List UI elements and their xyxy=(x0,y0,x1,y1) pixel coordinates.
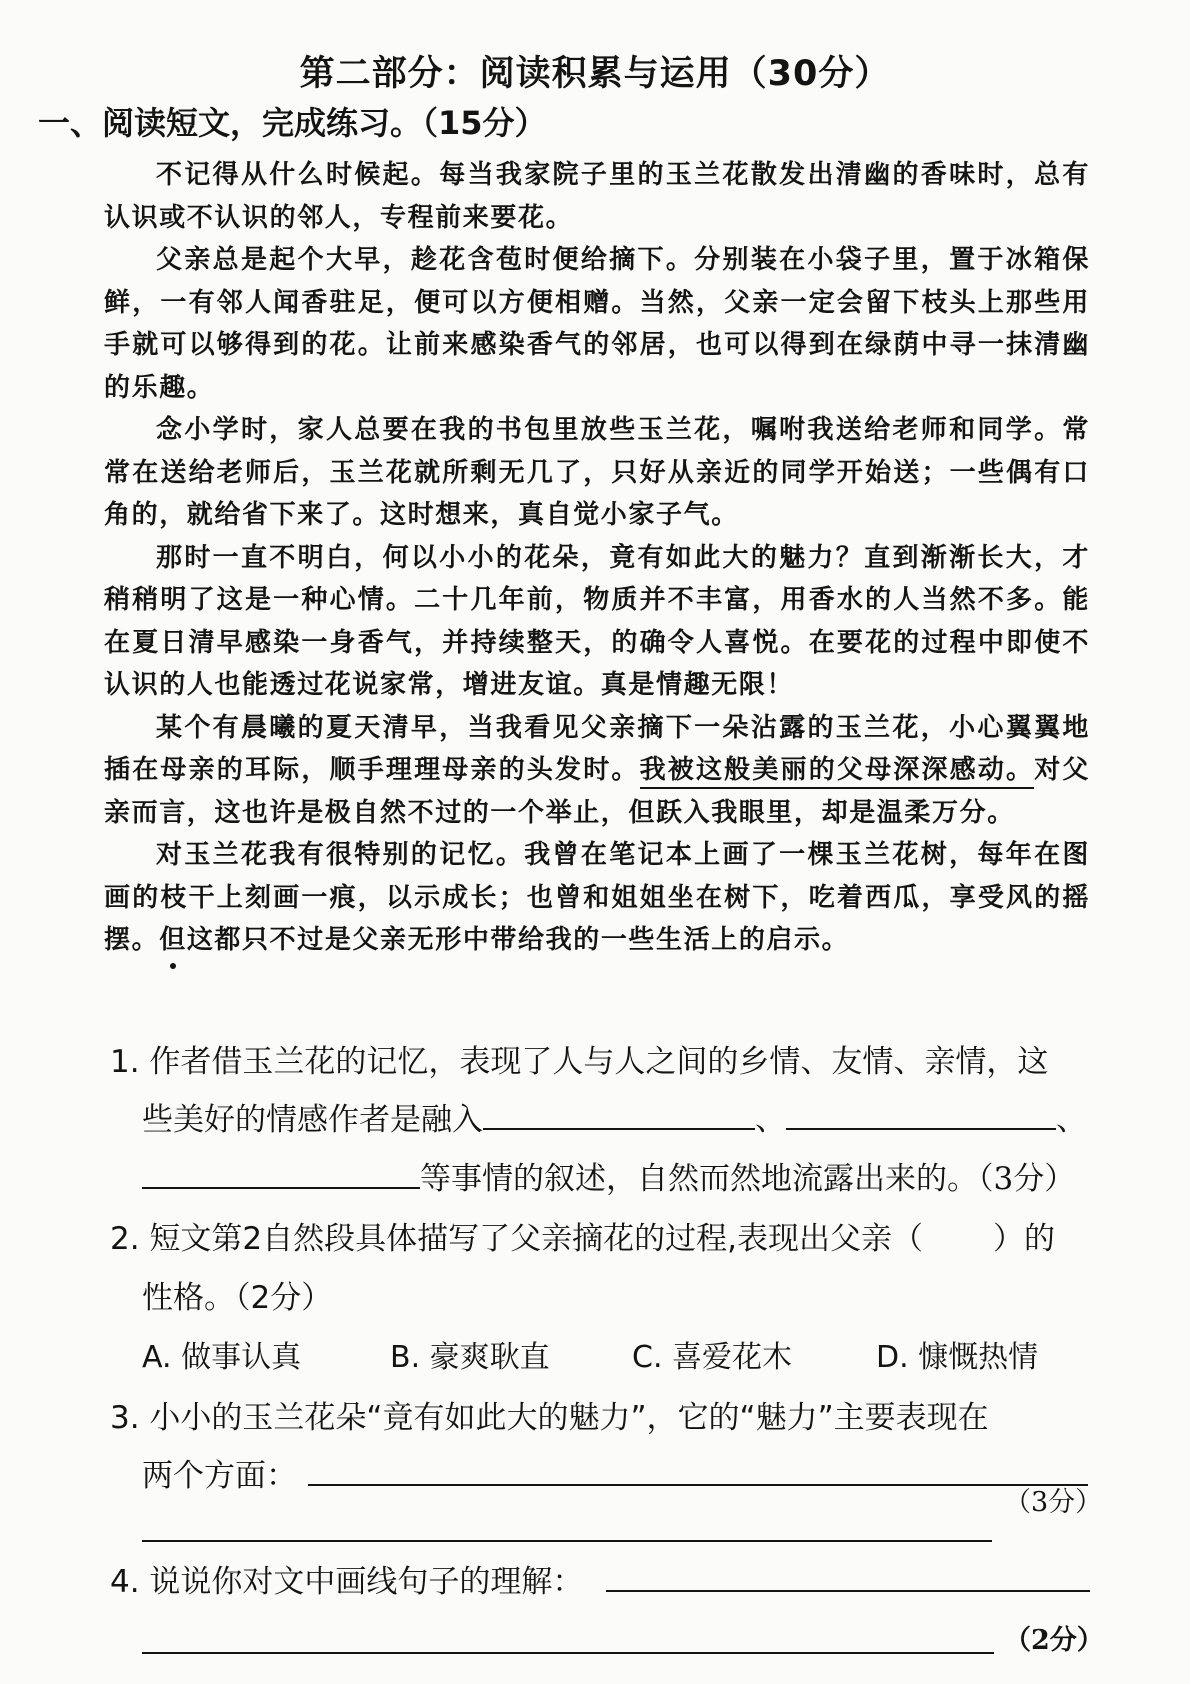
question-1-line-1: 1. 作者借玉兰花的记忆，表现了人与人之间的乡情、友情、亲情，这 xyxy=(110,1044,1049,1080)
section-heading xyxy=(38,98,547,144)
question-1-prompt: 些美好的情感作者是融入 xyxy=(142,1102,483,1138)
question-2-line-1 xyxy=(110,1213,1055,1258)
answer-line-3a[interactable] xyxy=(308,1484,1088,1486)
option-d[interactable]: D. 慷慨热情 xyxy=(876,1340,1039,1375)
question-2-line-2: 性格。（2分） xyxy=(142,1280,333,1316)
question-3-line-2: 两个方面： xyxy=(142,1458,297,1494)
question-1-tail: 等事情的叙述，自然而然地流露出来的。 xyxy=(420,1161,978,1197)
answer-line-4b[interactable] xyxy=(142,1652,994,1654)
answer-line-3b[interactable] xyxy=(142,1540,992,1542)
passage-paragraph-1: 不记得从什么时候起。每当我家院子里的玉兰花散发出清幽的香味时，总有认识或不认识的邻人，专程前来要花。 xyxy=(104,160,1090,233)
reading-passage xyxy=(104,154,1090,962)
passage-paragraph-6 xyxy=(104,834,1090,962)
question-3-line-1: 3. 小小的玉兰花朵“竟有如此大的魅力”，它的“魅力”主要表现在 xyxy=(110,1400,989,1436)
part-title: 第二部分：阅读积累与运用（30分） xyxy=(299,54,891,94)
option-b[interactable]: B. 豪爽耿直 xyxy=(390,1340,550,1375)
separator-2: 、 xyxy=(1056,1102,1087,1138)
passage-paragraph-2: 父亲总是起个大早，趁花含苞时便给摘下。分别装在小袋子里，置于冰箱保鲜，一有邻人闻香驻足，便可以方便相赠。当然，父亲一定会留下枝头上那些用手就可以够得到的花。让前来感染香气的邻居，也可以得到在绿荫中寻一抹清幽的乐趣。 xyxy=(104,245,1090,403)
answer-blank-2[interactable] xyxy=(786,1102,1056,1130)
answer-blank-1[interactable] xyxy=(483,1102,755,1130)
question-4-line-1: 4. 说说你对文中画线句子的理解： xyxy=(110,1564,584,1600)
question-3-score: （3分） xyxy=(1004,1487,1103,1518)
question-4-score: （2分） xyxy=(1004,1625,1104,1656)
passage-paragraph-3: 念小学时，家人总要在我的书包里放些玉兰花，嘱咐我送给老师和同学。常常在送给老师后，玉兰花就所剩无几了，只好从亲近的同学开始送；一些偶有口角的，就给省下来了。这时想来，真自觉小家子气。 xyxy=(104,415,1090,530)
section-title: 阅读短文，完成练习。（15分） xyxy=(102,104,547,142)
section-number: 一、 xyxy=(38,104,103,142)
question-2-prompt: 2. 短文第2自然段具体描写了父亲摘花的过程,表现出父亲（ xyxy=(110,1221,924,1257)
passage-paragraph-4: 那时一直不明白，何以小小的花朵，竟有如此大的魅力？直到渐渐长大，才稍稍明了这是一种心情。二十几年前，物质并不丰富，用香水的人当然不多。能在夏日清早感染一身香气，并持续整天，的确令人喜悦。在要花的过程中即使不认识的人也能透过花说家常，增进友谊。真是情趣无限！ xyxy=(104,542,1090,700)
paragraph-6-text-b: 这都只不过是父亲无形中带给我的一些生活上的启示。 xyxy=(186,925,850,955)
answer-line-4a[interactable] xyxy=(606,1590,1090,1592)
separator-1: 、 xyxy=(755,1102,786,1138)
answer-blank-3[interactable] xyxy=(142,1161,420,1189)
paragraph-5-text-b: 对父亲而言，这也许是极自然不过的一个举止，但跃入我眼里，却是温柔万分。 xyxy=(104,755,1091,828)
option-c[interactable]: C. 喜爱花木 xyxy=(632,1340,793,1375)
question-1-score: （3分） xyxy=(978,1161,1076,1197)
question-2-prompt-tail: ）的 xyxy=(993,1221,1056,1257)
paragraph-5-text-a: 某个有晨曦的夏天清早，当我看见父亲摘下一朵沾露的玉兰花，小心翼翼地插在母亲的耳际，顺手理理母亲的头发时。 xyxy=(104,712,1090,785)
question-1-line-2 xyxy=(142,1094,1087,1139)
underlined-sentence: 我被这般美丽的父母深深感动。 xyxy=(640,755,1035,789)
question-1-line-3 xyxy=(142,1153,1075,1198)
emphasis-dot-char: 但 xyxy=(159,925,187,955)
passage-paragraph-5 xyxy=(104,707,1090,835)
paragraph-6-text-a: 对玉兰花我有很特别的记忆。我曾在笔记本上画了一棵玉兰花树，每年在图画的枝干上刻画一痕，以示成长；也曾和姐姐坐在树下，吃着西瓜，享受风的摇摆。 xyxy=(104,840,1090,955)
option-a[interactable]: A. 做事认真 xyxy=(142,1340,302,1375)
